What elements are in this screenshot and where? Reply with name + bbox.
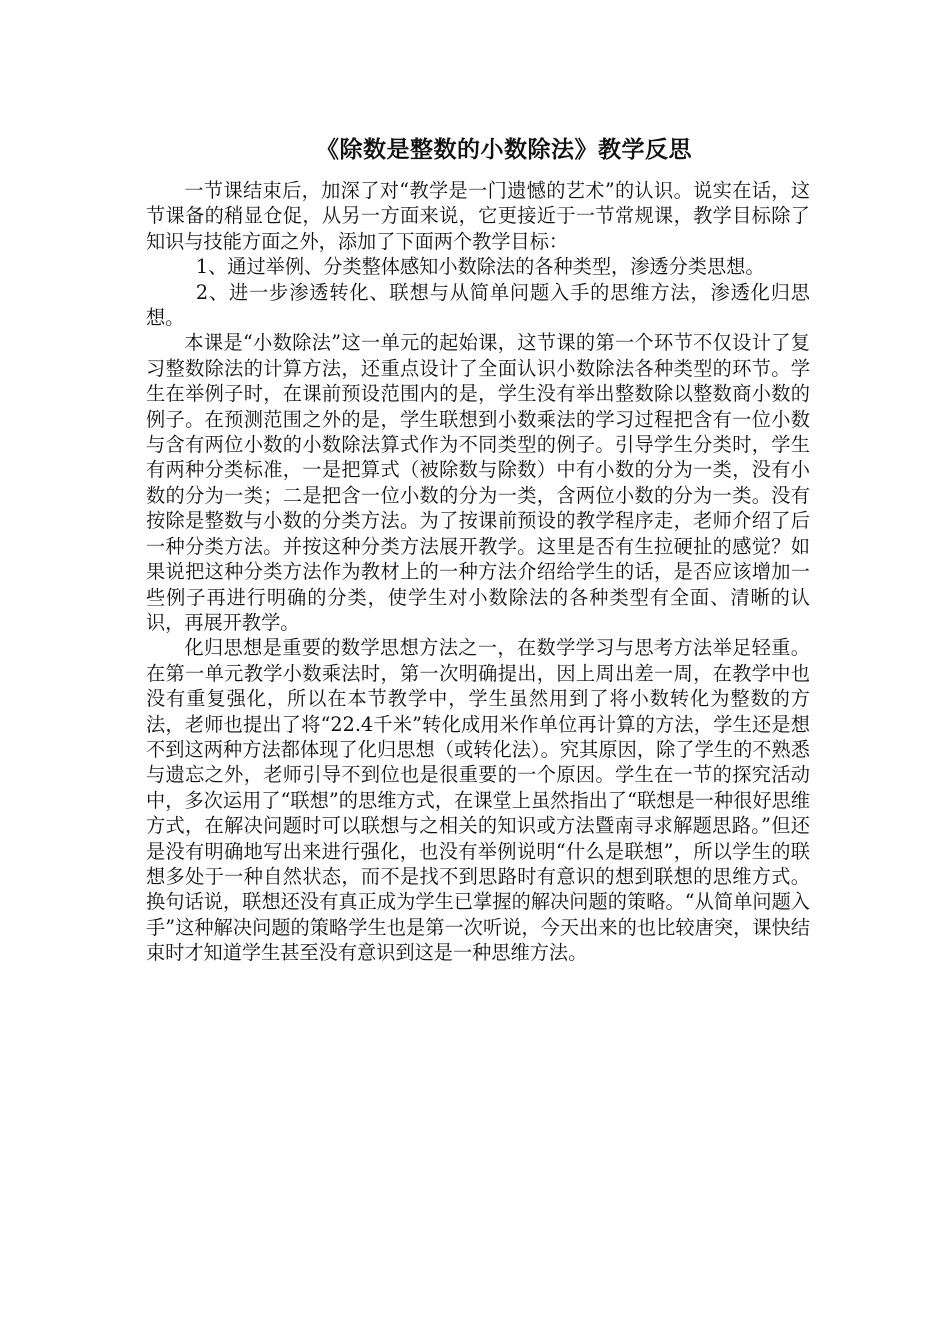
document-title: 《除数是整数的小数除法》教学反思 xyxy=(316,137,692,163)
document-body xyxy=(146,134,810,966)
paragraph-reduction-thinking: 化归思想是重要的数学思想方法之一，在数学学习与思考方法举足轻重。在第一单元教学小数乘法时，第一次明确提出，因上周出差一周，在教学中也没有重复强化，所以在本节教学中，学生虽然用到了将小数转化为整数的方法，老师也提出了将“22.4千米”转化成用米作单位再计算的方法，学生还是想不到这两种方法都体现了化归思想（或转化法）。究其原因，除了学生的不熟悉与遗忘之外，老师引导不到位也是很重要的一个原因。学生在一节的探究活动中，多次运用了“联想”的思维方式，在课堂上虽然指出了“联想是一种很好思维方式，在解决问题时可以联想与之相关的知识或方法暨南寻求解题思路。”但还是没有明确地写出来进行强化，也没有举例说明“什么是联想”，所以学生的联想多处于一种自然状态，而不是找不到思路时有意识的想到联想的思维方式。换句话说，联想还没有真正成为学生已掌握的解决问题的策略。“从简单问题入手”这种解决问题的策略学生也是第一次听说，今天出来的也比较唐突，课快结束时才知道学生甚至没有意识到这是一种思维方法。 xyxy=(146,636,810,965)
paragraph-classification: 本课是“小数除法”这一单元的起始课，这节课的第一个环节不仅设计了复习整数除法的计算方法，还重点设计了全面认识小数除法各种类型的环节。学生在举例子时，在课前预设范围内的是，学生没有举出整数除以整数商小数的例子。在预测范围之外的是，学生联想到小数乘法的学习过程把含有一位小数与含有两位小数的小数除法算式作为不同类型的例子。引导学生分类时，学生有两种分类标准，一是把算式（被除数与除数）中有小数的分为一类，没有小数的分为一类；二是把含一位小数的分为一类，含两位小数的分为一类。没有按除是整数与小数的分类方法。为了按课前预设的教学程序走，老师介绍了后一种分类方法。并按这种分类方法展开教学。这里是否有生拉硬扯的感觉？如果说把这种分类方法作为教材上的一种方法介绍给学生的话，是否应该增加一些例子再进行明确的分类，使学生对小数除法的各种类型有全面、清晰的认识，再展开教学。 xyxy=(146,331,810,634)
paragraph-goal-1: 1、通过举例、分类整体感知小数除法的各种类型，渗透分类思想。 xyxy=(195,255,765,279)
paragraph-intro: 一节课结束后，加深了对“教学是一门遗憾的艺术”的认识。说实在话，这节课备的稍显仓促，从另一方面来说，它更接近于一节常规课，教学目标除了知识与技能方面之外，添加了下面两个教学目标： xyxy=(146,179,810,253)
paragraph-goal-2: 2、进一步渗透转化、联想与从简单问题入手的思维方法，渗透化归思想。 xyxy=(146,280,810,330)
